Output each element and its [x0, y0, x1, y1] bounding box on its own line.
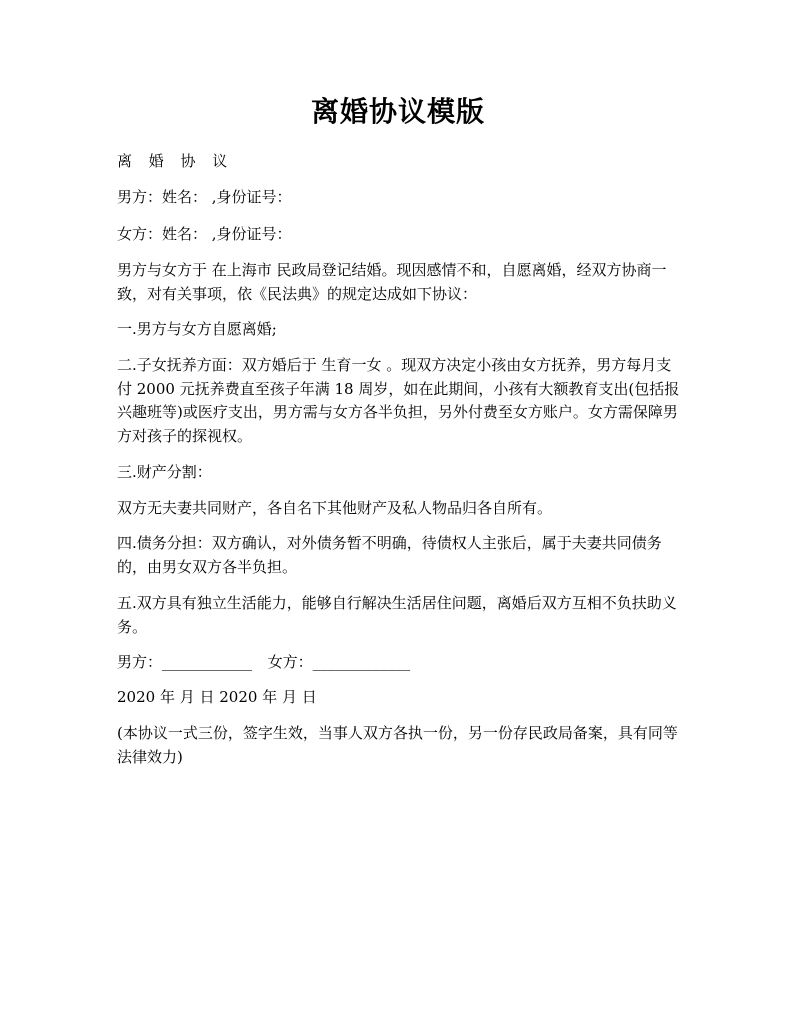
clause-1: 一.男方与女方自愿离婚;: [117, 320, 277, 338]
signature-line: [117, 651, 683, 675]
clause-3-heading: 三.财产分割：: [117, 463, 212, 481]
clause-4: 四.债务分担：双方确认，对外债务暂不明确，待债权人主张后，属于夫妻共同债务的，由男女双方各半负担。: [117, 534, 662, 576]
agreement-subtitle: 离 婚 协 议: [117, 152, 234, 170]
intro-paragraph: 男方与女方于 在上海市 民政局登记结婚。现因感情不和，自愿离婚，经双方协商一致，对有关事项，依《民法典》的规定达成如下协议：: [117, 261, 667, 303]
clause-3-body: 双方无夫妻共同财产，各自名下其他财产及私人物品归各自所有。: [117, 499, 553, 517]
female-party-line: 女方：姓名： ,身份证号：: [117, 225, 292, 243]
date-line: 2020 年 月 日 2020 年 月 日: [117, 688, 317, 706]
female-signature-blank: _____________: [312, 653, 411, 671]
male-party-line: 男方：姓名： ,身份证号：: [117, 188, 292, 206]
clause-5: 五.双方具有独立生活能力，能够自行解决生活居住问题，离婚后双方互相不负扶助义务。: [117, 594, 677, 636]
document-title: 离婚协议模版: [310, 95, 485, 128]
male-signature-blank: ____________: [162, 653, 253, 671]
male-signature-label: 男方：: [117, 653, 163, 671]
clause-2: 二.子女抚养方面：双方婚后于 生育一女 。现双方决定小孩由女方抚养，男方每月支付 2000 元抚养费直至孩子年满 18 周岁，如在此期间，小孩有大额教育支出(包括报兴趣班等)或医疗支出，男方需与女方各半负担，另外付费至女方账户。女方需保障男方对孩子的探视权。: [117, 356, 680, 445]
footnote: (本协议一式三份，签字生效，当事人双方各执一份，另一份存民政局备案，具有同等法律效力): [117, 724, 678, 766]
female-signature-label: 女方：: [267, 653, 313, 671]
